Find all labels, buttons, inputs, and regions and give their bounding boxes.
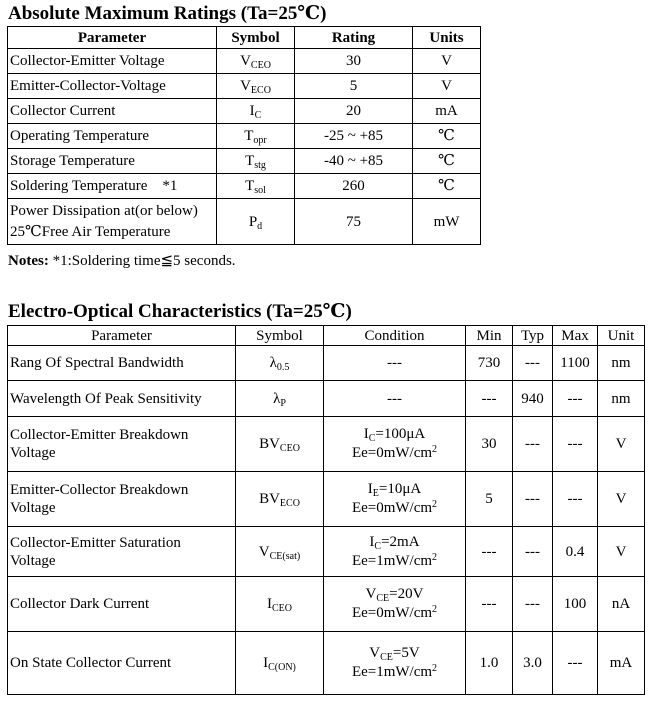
notes-text: *1:Soldering time≦5 seconds. <box>48 253 236 269</box>
condition-superscript: 2 <box>432 499 438 510</box>
header-symbol: Symbol <box>217 27 295 49</box>
unit-cell: mA <box>598 632 645 695</box>
symbol-subscript: CEO <box>250 60 271 71</box>
param-line: 25℃Free Air Temperature <box>10 223 171 240</box>
min-cell: 5 <box>466 472 513 527</box>
symbol-cell <box>217 149 295 174</box>
param-cell: Collector Dark Current <box>8 577 236 632</box>
min-cell: --- <box>466 527 513 577</box>
param-line: Power Dissipation at(or below) <box>10 202 198 219</box>
rating-cell: 30 <box>295 49 413 74</box>
param-line: Collector-Emitter Breakdown <box>10 427 189 443</box>
symbol-text: T <box>244 128 254 144</box>
condition-value: =5V <box>392 645 420 661</box>
rating-cell: -40 ~ +85 <box>295 149 413 174</box>
typ-cell: --- <box>513 472 553 527</box>
condition-cell: --- <box>324 381 466 417</box>
symbol-text: BV <box>259 436 280 452</box>
param-line: Voltage <box>10 500 56 516</box>
max-cell: --- <box>553 381 598 417</box>
header-units: Units <box>413 27 481 49</box>
condition-line <box>326 604 463 623</box>
unit-cell: nm <box>598 346 645 381</box>
condition-cell <box>324 417 466 472</box>
table-row <box>8 149 481 174</box>
table-row <box>8 381 645 417</box>
unit-cell: V <box>413 74 481 99</box>
unit-cell: nm <box>598 381 645 417</box>
param-cell: Collector Current <box>8 99 217 124</box>
header-parameter: Parameter <box>8 27 217 49</box>
param-cell: Operating Temperature <box>8 124 217 149</box>
symbol-cell <box>236 346 324 381</box>
notes-label: Notes: <box>8 253 49 269</box>
symbol-text: I <box>263 655 269 671</box>
header-typ: Typ <box>513 326 553 346</box>
symbol-subscript: ECO <box>250 85 271 96</box>
unit-cell: V <box>413 49 481 74</box>
typ-cell: --- <box>513 527 553 577</box>
symbol-cell <box>236 577 324 632</box>
condition-symbol: I <box>363 426 369 442</box>
param-cell <box>8 527 236 577</box>
min-cell: 30 <box>466 417 513 472</box>
symbol-text: P <box>248 213 258 230</box>
electro-optical-table <box>7 325 645 695</box>
param-cell: Collector-Emitter Voltage <box>8 49 217 74</box>
symbol-subscript: stg <box>254 160 266 171</box>
min-cell: 1.0 <box>466 632 513 695</box>
symbol-cell <box>236 472 324 527</box>
max-cell: 100 <box>553 577 598 632</box>
condition-subscript: CE <box>380 652 393 663</box>
symbol-cell <box>217 49 295 74</box>
rating-cell: 260 <box>295 174 413 199</box>
condition-symbol: I <box>367 481 373 497</box>
condition-value: =100μA <box>375 426 426 442</box>
table-row <box>8 527 645 577</box>
absolute-max-ratings-title: Absolute Maximum Ratings (Ta=25℃) <box>8 3 327 24</box>
condition-cell <box>324 577 466 632</box>
unit-cell: V <box>598 417 645 472</box>
condition-value: =2mA <box>381 533 420 550</box>
table-row <box>8 632 645 695</box>
unit-cell: V <box>598 527 645 577</box>
symbol-cell <box>236 527 324 577</box>
rating-cell: 5 <box>295 74 413 99</box>
param-cell: Wavelength Of Peak Sensitivity <box>8 381 236 417</box>
symbol-subscript: opr <box>253 135 267 146</box>
symbol-subscript: sol <box>254 185 266 196</box>
symbol-cell <box>217 99 295 124</box>
condition-cell <box>324 472 466 527</box>
header-rating: Rating <box>295 27 413 49</box>
condition-line <box>326 644 463 663</box>
table-header-row <box>8 27 481 49</box>
unit-cell: mA <box>413 99 481 124</box>
table-row <box>8 472 645 527</box>
condition-line <box>326 663 463 682</box>
param-line: Collector-Emitter Saturation <box>10 534 181 551</box>
param-cell <box>8 472 236 527</box>
param-cell: Storage Temperature <box>8 149 217 174</box>
param-line: Voltage <box>10 445 56 461</box>
max-cell: --- <box>553 417 598 472</box>
symbol-subscript: 0.5 <box>276 362 290 373</box>
unit-cell: nA <box>598 577 645 632</box>
param-cell: Rang Of Spectral Bandwidth <box>8 346 236 381</box>
condition-line <box>326 425 463 444</box>
symbol-text: I <box>249 103 255 119</box>
symbol-text: λ <box>273 390 281 407</box>
condition-irradiance: Ee=0mW/cm <box>351 500 433 516</box>
condition-subscript: E <box>372 488 379 499</box>
symbol-subscript: C <box>254 110 262 121</box>
condition-line <box>326 480 463 499</box>
table-row <box>8 124 481 149</box>
max-cell: 1100 <box>553 346 598 381</box>
table-row <box>8 417 645 472</box>
rating-cell: -25 ~ +85 <box>295 124 413 149</box>
condition-superscript: 2 <box>432 551 438 563</box>
condition-symbol: V <box>365 586 377 602</box>
condition-cell: --- <box>324 346 466 381</box>
table-row <box>8 577 645 632</box>
symbol-cell <box>217 74 295 99</box>
header-max: Max <box>553 326 598 346</box>
condition-value: =20V <box>389 586 424 602</box>
typ-cell: 3.0 <box>513 632 553 695</box>
symbol-text: BV <box>259 491 280 507</box>
condition-line <box>326 444 463 463</box>
typ-cell: 940 <box>513 381 553 417</box>
param-cell: Emitter-Collector-Voltage <box>8 74 217 99</box>
symbol-text: I <box>267 596 272 612</box>
condition-subscript: C <box>374 540 382 552</box>
condition-line <box>326 585 463 604</box>
header-condition: Condition <box>324 326 466 346</box>
symbol-text: λ <box>269 355 277 371</box>
header-symbol: Symbol <box>236 326 324 346</box>
table-row <box>8 99 481 124</box>
table-row <box>8 346 645 381</box>
condition-symbol: I <box>369 533 375 550</box>
max-cell: --- <box>553 472 598 527</box>
param-line: Emitter-Collector Breakdown <box>10 482 189 498</box>
symbol-cell <box>217 124 295 149</box>
typ-cell: --- <box>513 577 553 632</box>
typ-cell: --- <box>513 346 553 381</box>
condition-irradiance: Ee=1mW/cm <box>351 664 433 680</box>
condition-superscript: 2 <box>432 604 438 615</box>
condition-subscript: C <box>368 433 376 444</box>
condition-irradiance: Ee=1mW/cm <box>351 552 433 569</box>
header-min: Min <box>466 326 513 346</box>
symbol-subscript: d <box>257 220 263 232</box>
unit-cell: mW <box>413 199 481 245</box>
unit-cell: ℃ <box>413 124 481 149</box>
electro-optical-title: Electro-Optical Characteristics (Ta=25℃) <box>8 301 352 322</box>
symbol-text: V <box>258 543 270 560</box>
unit-cell: ℃ <box>413 174 481 199</box>
condition-symbol: V <box>369 645 381 661</box>
table-row <box>8 74 481 99</box>
typ-cell: --- <box>513 417 553 472</box>
unit-cell: V <box>598 472 645 527</box>
min-cell: --- <box>466 577 513 632</box>
condition-cell <box>324 527 466 577</box>
symbol-subscript: ECO <box>279 498 300 509</box>
symbol-text: V <box>240 78 251 94</box>
condition-subscript: CE <box>376 593 390 604</box>
table-header-row <box>8 326 645 346</box>
symbol-cell <box>236 417 324 472</box>
symbol-cell <box>236 381 324 417</box>
table-row <box>8 49 481 74</box>
symbol-subscript: CEO <box>272 603 292 614</box>
symbol-subscript: C(ON) <box>268 662 296 673</box>
condition-irradiance: Ee=0mW/cm <box>351 605 433 621</box>
symbol-subscript: CE(sat) <box>269 550 301 562</box>
symbol-subscript: P <box>280 397 286 409</box>
condition-line <box>326 499 463 518</box>
rating-cell: 20 <box>295 99 413 124</box>
condition-cell <box>324 632 466 695</box>
symbol-subscript: CEO <box>279 443 300 454</box>
min-cell: --- <box>466 381 513 417</box>
condition-line <box>326 552 463 571</box>
absolute-max-ratings-table <box>7 26 481 245</box>
condition-line <box>326 533 463 552</box>
symbol-text: T <box>245 178 255 194</box>
condition-superscript: 2 <box>432 663 438 674</box>
condition-irradiance: Ee=0mW/cm <box>351 445 433 461</box>
symbol-cell <box>236 632 324 695</box>
notes <box>8 251 236 271</box>
symbol-text: V <box>240 53 251 69</box>
max-cell: --- <box>553 632 598 695</box>
param-cell: On State Collector Current <box>8 632 236 695</box>
symbol-cell <box>217 174 295 199</box>
param-line: Voltage <box>10 552 56 569</box>
header-parameter: Parameter <box>8 326 236 346</box>
condition-superscript: 2 <box>432 444 438 455</box>
param-cell: Soldering Temperature *1 <box>8 174 217 199</box>
condition-value: =10μA <box>378 481 422 497</box>
symbol-cell <box>217 199 295 245</box>
param-cell <box>8 417 236 472</box>
table-row <box>8 199 481 245</box>
param-cell <box>8 199 217 245</box>
max-cell: 0.4 <box>553 527 598 577</box>
symbol-text: T <box>245 153 255 169</box>
table-row <box>8 174 481 199</box>
unit-cell: ℃ <box>413 149 481 174</box>
rating-cell: 75 <box>295 199 413 245</box>
min-cell: 730 <box>466 346 513 381</box>
header-unit: Unit <box>598 326 645 346</box>
